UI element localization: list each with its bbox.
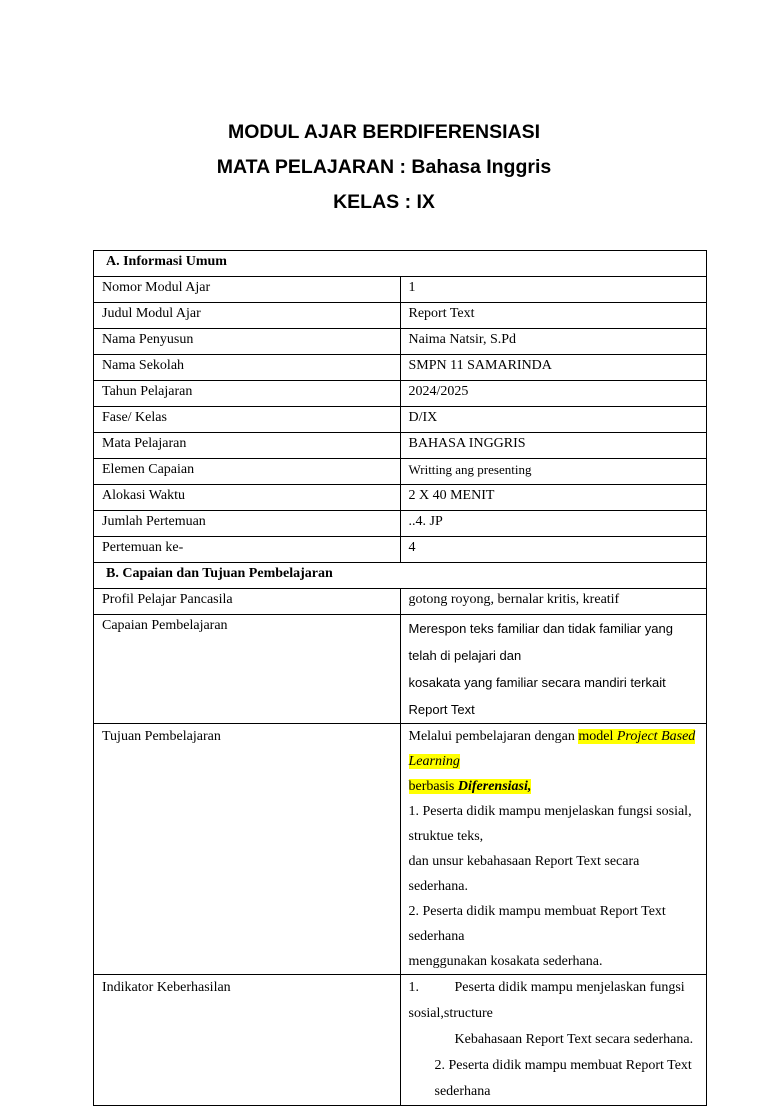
- row-value: Naima Natsir, S.Pd: [400, 329, 707, 355]
- row-key: Profil Pelajar Pancasila: [94, 589, 401, 615]
- section-a-header: [94, 251, 707, 277]
- row-value: D/IX: [400, 407, 707, 433]
- row-value: [400, 615, 707, 724]
- title-line-3: KELAS : IX: [333, 191, 435, 213]
- table-row: [94, 381, 707, 407]
- section-b-heading: B. Capaian dan Tujuan Pembelajaran: [94, 563, 707, 589]
- row-key: Alokasi Waktu: [94, 485, 401, 511]
- row-value: Writting ang presenting: [400, 459, 707, 485]
- row-key: Tujuan Pembelajaran: [94, 724, 401, 975]
- highlight-pbl: Project Based Learning: [408, 729, 696, 769]
- row-key: Indikator Keberhasilan: [94, 975, 401, 1106]
- table-row: [94, 277, 707, 303]
- tujuan-intro: Melalui pembelajaran dengan: [408, 729, 579, 744]
- table-row: [94, 589, 707, 615]
- row-key: Capaian Pembelajaran: [94, 615, 401, 724]
- module-info-table: [93, 250, 707, 1106]
- row-key: Nama Sekolah: [94, 355, 401, 381]
- row-key: Nomor Modul Ajar: [94, 277, 401, 303]
- tujuan-item-2a: 2. Peserta didik mampu membuat Report Text sederhana: [408, 904, 666, 944]
- table-row: [94, 433, 707, 459]
- row-value: SMPN 11 SAMARINDA: [400, 355, 707, 381]
- tujuan-intro-line: [409, 724, 699, 774]
- tujuan-item-2b: menggunakan kosakata sederhana.: [408, 954, 603, 969]
- indikator-text-1: Peserta didik mampu menjelaskan fungsi sosial,structure: [408, 980, 685, 1021]
- row-value: 4: [400, 537, 707, 563]
- table-row: [94, 485, 707, 511]
- table-row: [94, 511, 707, 537]
- row-key: Mata Pelajaran: [94, 433, 401, 459]
- capaian-line-1: Merespon teks familiar dan tidak familiar yang telah di pelajari dan: [408, 621, 673, 663]
- indikator-item-1a: [409, 975, 699, 1027]
- table-row: [94, 303, 707, 329]
- highlight-model: model: [578, 729, 617, 744]
- row-value: 2024/2025: [400, 381, 707, 407]
- tujuan-item-1b: dan unsur kebahasaan Report Text secara sederhana.: [408, 854, 640, 894]
- row-value: ..4. JP: [400, 511, 707, 537]
- row-value: [400, 975, 707, 1106]
- title-line-1: MODUL AJAR BERDIFERENSIASI: [227, 121, 541, 143]
- title-line-2: MATA PELAJARAN : Bahasa Inggris: [216, 156, 552, 178]
- document-title: [0, 118, 768, 223]
- highlight-diferensiasi: Diferensiasi,: [457, 779, 532, 794]
- highlight-berbasis: berbasis: [408, 779, 458, 794]
- table-row: [94, 537, 707, 563]
- indikator-item-1b: Kebahasaan Report Text secara sederhana.: [454, 1032, 694, 1047]
- row-value: BAHASA INGGRIS: [400, 433, 707, 459]
- section-a-heading: A. Informasi Umum: [94, 251, 707, 277]
- section-b-header: [94, 563, 707, 589]
- indikator-number-1: 1.: [408, 980, 419, 995]
- table-row: [94, 615, 707, 724]
- row-value: 1: [400, 277, 707, 303]
- row-key: Judul Modul Ajar: [94, 303, 401, 329]
- table-row: [94, 407, 707, 433]
- row-value: [400, 724, 707, 975]
- row-key: Jumlah Pertemuan: [94, 511, 401, 537]
- tujuan-item-1a: 1. Peserta didik mampu menjelaskan fungsi sosial, struktue teks,: [408, 804, 692, 844]
- table-row: [94, 459, 707, 485]
- row-value: gotong royong, bernalar kritis, kreatif: [400, 589, 707, 615]
- row-value: Report Text: [400, 303, 707, 329]
- row-key: Nama Penyusun: [94, 329, 401, 355]
- table-row: [94, 355, 707, 381]
- row-key: Elemen Capaian: [94, 459, 401, 485]
- indikator-item-2: 2. Peserta didik mampu membuat Report Text sederhana: [434, 1058, 692, 1099]
- row-value: 2 X 40 MENIT: [400, 485, 707, 511]
- table-row: [94, 724, 707, 975]
- tujuan-berbasis-line: [409, 774, 699, 799]
- table-row: [94, 329, 707, 355]
- row-key: Pertemuan ke-: [94, 537, 401, 563]
- row-key: Tahun Pelajaran: [94, 381, 401, 407]
- capaian-line-2: kosakata yang familiar secara mandiri terkait Report Text: [408, 675, 666, 717]
- row-key: Fase/ Kelas: [94, 407, 401, 433]
- table-row: [94, 975, 707, 1106]
